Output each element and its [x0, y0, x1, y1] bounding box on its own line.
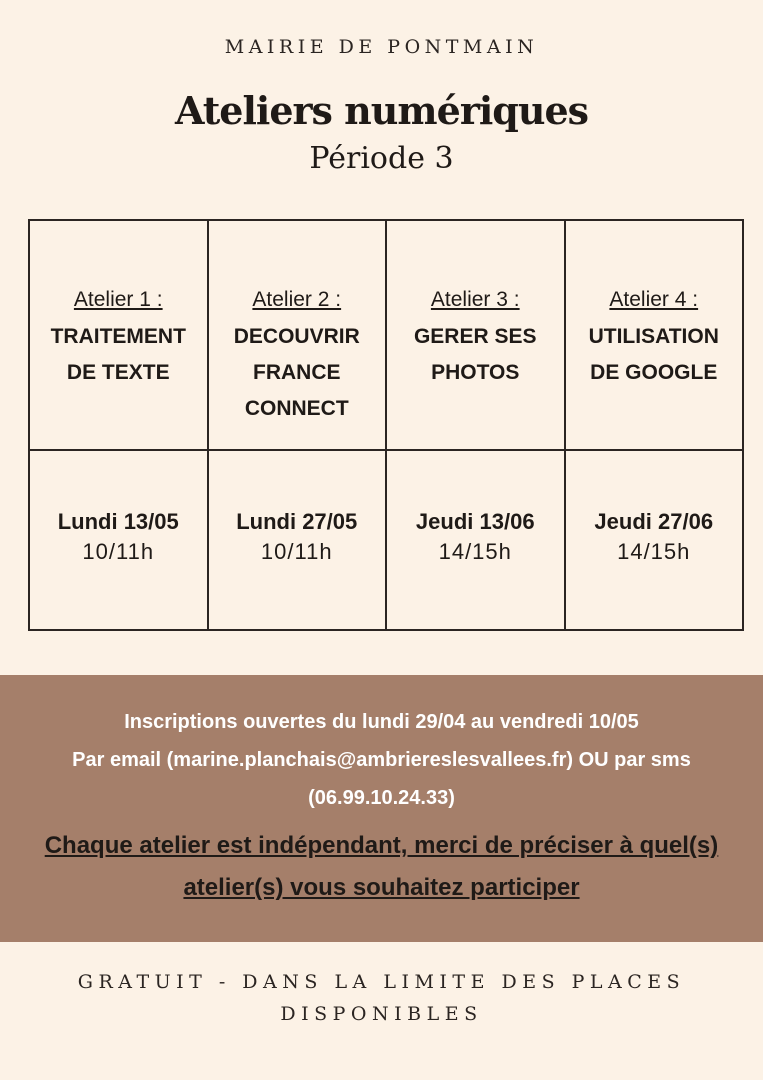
- schedule-cell-4: [565, 450, 744, 630]
- workshop-date: Jeudi 27/06: [594, 509, 714, 534]
- registration-note: Chaque atelier est indépendant, merci de préciser à quel(s) atelier(s) vous souhaitez participer: [44, 832, 719, 901]
- page-title: Ateliers numériques: [174, 88, 589, 133]
- workshop-label: Atelier 2 :: [252, 288, 342, 311]
- schedule-cell-3: [386, 450, 565, 630]
- workshop-date: Jeudi 13/06: [415, 509, 535, 534]
- workshop-table: [28, 219, 744, 631]
- workshop-date: Lundi 27/05: [236, 509, 358, 534]
- workshop-schedule-row: [29, 450, 743, 630]
- workshop-label: Atelier 3 :: [430, 288, 520, 311]
- workshop-time: 10/11h: [82, 539, 155, 564]
- workshop-cell-4: [565, 220, 744, 450]
- workshop-cell-3: [386, 220, 565, 450]
- workshop-time: 14/15h: [438, 539, 512, 564]
- workshop-cell-2: [208, 220, 387, 450]
- workshop-date: Lundi 13/05: [57, 509, 179, 534]
- workshop-name: TRAITEMENT DE TEXTE: [50, 325, 186, 384]
- workshop-name: UTILISATION DE GOOGLE: [588, 325, 719, 384]
- workshop-label: Atelier 1 :: [73, 288, 163, 311]
- registration-dates: Inscriptions ouvertes du lundi 29/04 au vendredi 10/05: [124, 711, 639, 733]
- schedule-cell-1: [29, 450, 208, 630]
- organization-name: MAIRIE DE PONTMAIN: [224, 36, 539, 58]
- workshop-label: Atelier 4 :: [609, 288, 699, 311]
- workshop-time: 10/11h: [260, 539, 333, 564]
- footer-text: GRATUIT - DANS LA LIMITE DES PLACES DISPONIBLES: [77, 971, 686, 1025]
- page-subtitle: Période 3: [309, 141, 454, 176]
- registration-info: [20, 703, 743, 817]
- workshop-titles-row: [29, 220, 743, 450]
- schedule-cell-2: [208, 450, 387, 630]
- workshop-cell-1: [29, 220, 208, 450]
- workshop-time: 14/15h: [617, 539, 691, 564]
- workshop-name: GERER SES PHOTOS: [413, 325, 537, 384]
- workshop-name: DECOUVRIR FRANCE CONNECT: [233, 325, 360, 420]
- registration-band: [0, 675, 763, 942]
- registration-contact: Par email (marine.planchais@ambriereslesvallees.fr) OU par sms (06.99.10.24.33): [72, 749, 691, 809]
